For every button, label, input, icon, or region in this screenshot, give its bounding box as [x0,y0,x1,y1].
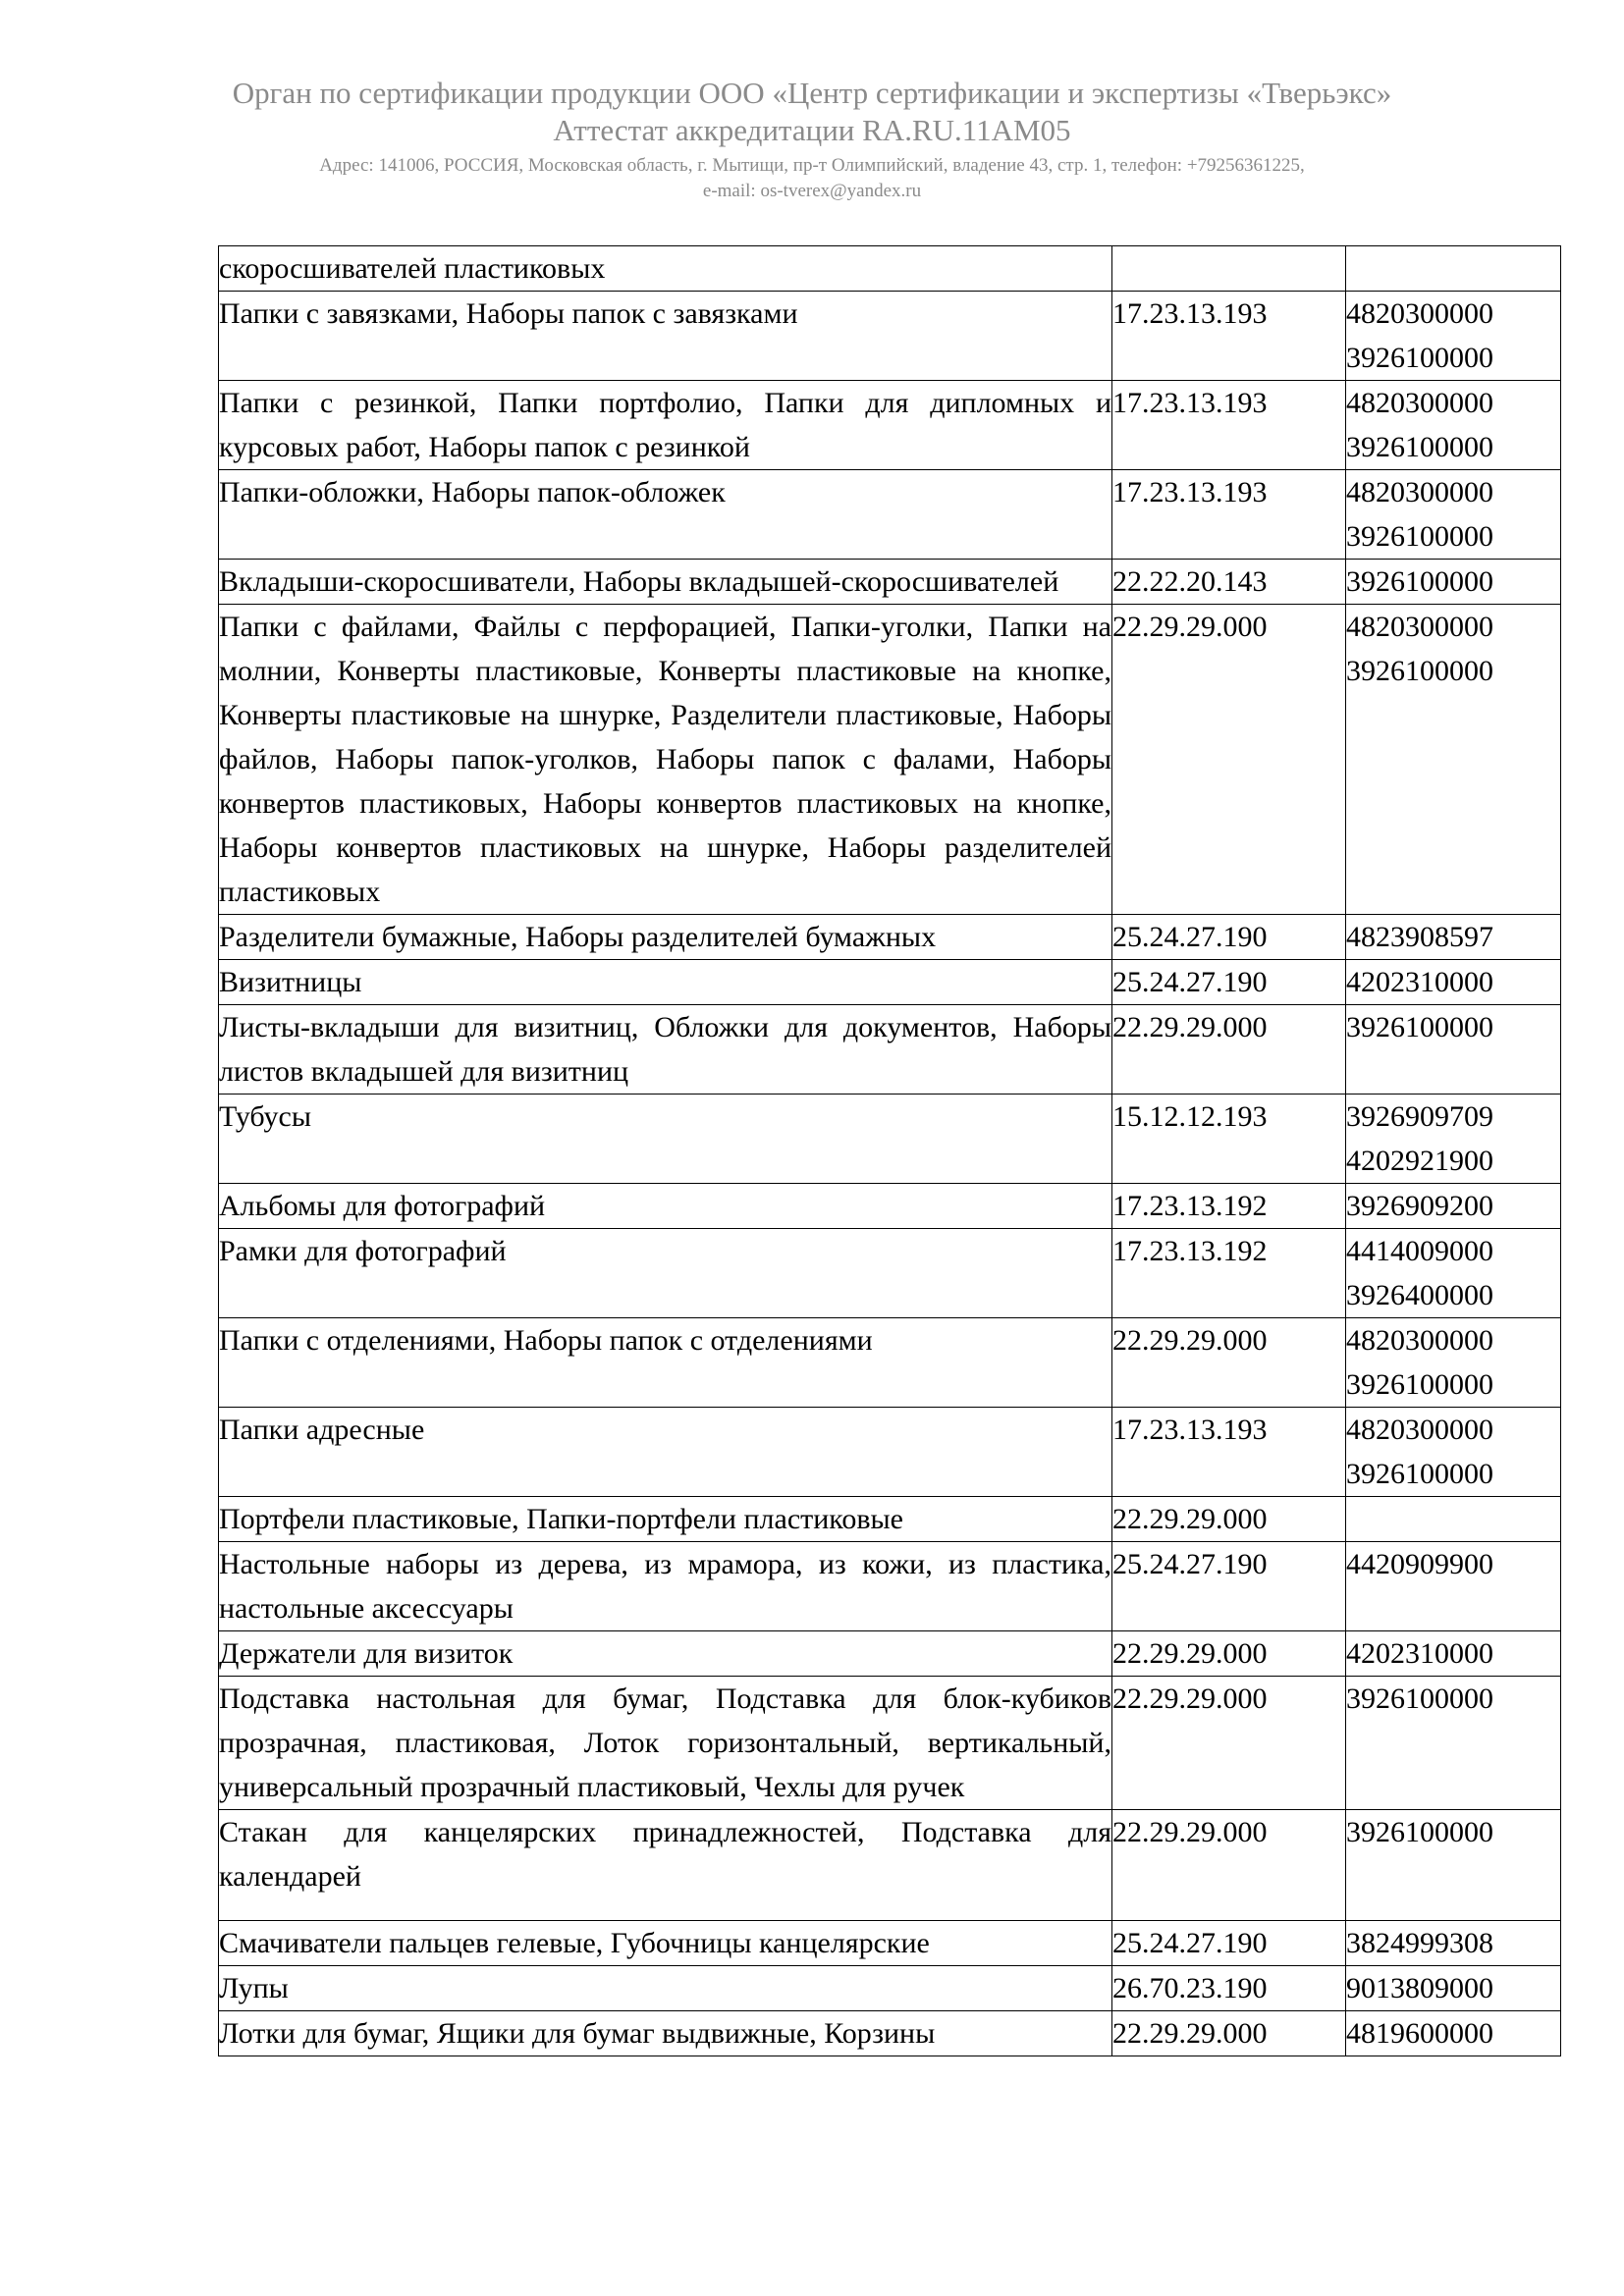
tnved-code-cell [1346,960,1561,1005]
table-row [219,915,1561,960]
table-row [219,1318,1561,1408]
product-name-cell: Папки с файлами, Файлы с перфорацией, Папки-уголки, Папки на молнии, Конверты пластиковые, Конверты пластиковые на кнопке, Конверты пластиковые на шнурке, Разделители пластиковые, Наборы файлов, Наборы папок-уголков, Наборы папок с фалами, Наборы конвертов пластиковых, Наборы конвертов пластиковых на кнопке, Наборы конвертов пластиковых на шнурке, Наборы разделителей пластиковых [219,605,1112,915]
tnved-code: 4202921900 [1346,1145,1493,1177]
accreditation-certificate: Аттестат аккредитации RA.RU.11АМ05 [553,113,1071,147]
product-name-cell: Лупы [219,1966,1112,2011]
tnved-code-cell [1346,915,1561,960]
tnved-code: 4820300000 [1346,611,1493,643]
document-header [0,75,1624,204]
okpd-code-cell: 17.23.13.193 [1112,470,1346,560]
tnved-code-cell [1346,1542,1561,1631]
tnved-code-cell [1346,560,1561,605]
product-name-cell: Рамки для фотографий [219,1229,1112,1318]
tnved-code: 3926100000 [1346,1368,1493,1401]
tnved-code: 4820300000 [1346,1414,1493,1446]
tnved-code: 3926909200 [1346,1190,1493,1222]
tnved-code: 3926100000 [1346,1011,1493,1043]
okpd-code-cell: 22.29.29.000 [1112,2011,1346,2056]
okpd-code-cell: 15.12.12.193 [1112,1095,1346,1184]
product-name-cell: Настольные наборы из дерева, из мрамора, из кожи, из пластика, настольные аксессуары [219,1542,1112,1631]
table-row [219,292,1561,381]
tnved-code: 3926100000 [1346,565,1493,598]
table-row [219,1810,1561,1921]
product-name-cell: Портфели пластиковые, Папки-портфели пластиковые [219,1497,1112,1542]
okpd-code-cell: 22.22.20.143 [1112,560,1346,605]
table-row [219,1408,1561,1497]
tnved-code: 3926100000 [1346,1682,1493,1715]
tnved-code: 3926400000 [1346,1279,1493,1311]
table-row [219,1095,1561,1184]
tnved-code: 4414009000 [1346,1235,1493,1267]
table-row [219,560,1561,605]
okpd-code-cell: 22.29.29.000 [1112,1677,1346,1810]
organization-name: Орган по сертификации продукции ООО «Центр сертификации и экспертизы «Тверьэкс» [232,76,1392,110]
table-row [219,381,1561,470]
tnved-code-cell [1346,605,1561,915]
okpd-code-cell: 17.23.13.192 [1112,1229,1346,1318]
okpd-code-cell: 22.29.29.000 [1112,1318,1346,1408]
okpd-code-cell: 22.29.29.000 [1112,1631,1346,1677]
okpd-code-cell: 17.23.13.192 [1112,1184,1346,1229]
product-name-cell: Стакан для канцелярских принадлежностей, Подставка для календарей [219,1810,1112,1921]
product-name-cell: Альбомы для фотографий [219,1184,1112,1229]
table-row [219,605,1561,915]
tnved-code: 3926100000 [1346,1458,1493,1490]
product-name-cell: Визитницы [219,960,1112,1005]
tnved-code: 3824999308 [1346,1927,1493,1959]
tnved-code-cell [1346,246,1561,292]
tnved-code-cell [1346,1184,1561,1229]
okpd-code-cell [1112,246,1346,292]
table-row [219,246,1561,292]
tnved-code-cell [1346,1095,1561,1184]
product-name-cell: Тубусы [219,1095,1112,1184]
product-name-cell: Папки-обложки, Наборы папок-обложек [219,470,1112,560]
table-row [219,1005,1561,1095]
tnved-code-cell [1346,2011,1561,2056]
product-name-cell: Папки адресные [219,1408,1112,1497]
tnved-code: 3926100000 [1346,1816,1493,1848]
product-table [218,245,1561,2056]
product-name-cell: скоросшивателей пластиковых [219,246,1112,292]
tnved-code-cell [1346,470,1561,560]
tnved-code-cell [1346,1631,1561,1677]
tnved-code-cell [1346,1921,1561,1966]
okpd-code-cell: 17.23.13.193 [1112,381,1346,470]
table-row [219,1497,1561,1542]
product-name-cell: Разделители бумажные, Наборы разделителей бумажных [219,915,1112,960]
table-row [219,1966,1561,2011]
tnved-code: 4820300000 [1346,476,1493,508]
tnved-code-cell [1346,1497,1561,1542]
tnved-code: 4820300000 [1346,297,1493,330]
product-name-cell: Папки с отделениями, Наборы папок с отделениями [219,1318,1112,1408]
product-name-cell: Держатели для визиток [219,1631,1112,1677]
okpd-code-cell: 22.29.29.000 [1112,1005,1346,1095]
organization-email: e-mail: os-tverex@yandex.ru [702,181,922,201]
okpd-code-cell: 25.24.27.190 [1112,1542,1346,1631]
table-row [219,1542,1561,1631]
tnved-code-cell [1346,1229,1561,1318]
okpd-code-cell: 22.29.29.000 [1112,605,1346,915]
okpd-code-cell: 25.24.27.190 [1112,915,1346,960]
tnved-code: 3926100000 [1346,431,1493,463]
product-name-cell: Смачиватели пальцев гелевые, Губочницы канцелярские [219,1921,1112,1966]
tnved-code: 3926100000 [1346,655,1493,687]
tnved-code-cell [1346,381,1561,470]
okpd-code-cell: 22.29.29.000 [1112,1497,1346,1542]
tnved-code: 4202310000 [1346,1637,1493,1670]
tnved-code-cell [1346,1966,1561,2011]
okpd-code-cell: 26.70.23.190 [1112,1966,1346,2011]
table-row [219,1677,1561,1810]
table-row [219,1229,1561,1318]
table-row [219,470,1561,560]
tnved-code-cell [1346,1318,1561,1408]
tnved-code: 4819600000 [1346,2017,1493,2050]
table-row [219,1631,1561,1677]
tnved-code: 3926100000 [1346,520,1493,553]
tnved-code: 3926909709 [1346,1100,1493,1133]
product-name-cell: Подставка настольная для бумаг, Подставка для блок-кубиков прозрачная, пластиковая, Лоток горизонтальный, вертикальный, универсальный прозрачный пластиковый, Чехлы для ручек [219,1677,1112,1810]
tnved-code-cell [1346,1810,1561,1921]
product-name-cell: Листы-вкладыши для визитниц, Обложки для документов, Наборы листов вкладышей для визитниц [219,1005,1112,1095]
tnved-code-cell [1346,1005,1561,1095]
product-name-cell: Лотки для бумаг, Ящики для бумаг выдвижные, Корзины [219,2011,1112,2056]
tnved-code-cell [1346,1677,1561,1810]
table-row [219,960,1561,1005]
okpd-code-cell: 17.23.13.193 [1112,1408,1346,1497]
table-row [219,2011,1561,2056]
tnved-code: 9013809000 [1346,1972,1493,2004]
product-name-cell: Папки с завязками, Наборы папок с завязками [219,292,1112,381]
tnved-code: 4202310000 [1346,966,1493,998]
tnved-code-cell [1346,292,1561,381]
product-name-cell: Папки с резинкой, Папки портфолио, Папки для дипломных и курсовых работ, Наборы папок с резинкой [219,381,1112,470]
tnved-code: 4820300000 [1346,1324,1493,1357]
tnved-code: 4820300000 [1346,387,1493,419]
okpd-code-cell: 25.24.27.190 [1112,1921,1346,1966]
table-row [219,1921,1561,1966]
organization-address: Адрес: 141006, РОССИЯ, Московская область, г. Мытищи, пр-т Олимпийский, владение 43, стр. 1, телефон: +79256361225, [319,155,1305,176]
tnved-code: 3926100000 [1346,342,1493,374]
okpd-code-cell: 25.24.27.190 [1112,960,1346,1005]
table-row [219,1184,1561,1229]
tnved-code: 4420909900 [1346,1548,1493,1580]
okpd-code-cell: 22.29.29.000 [1112,1810,1346,1921]
tnved-code-cell [1346,1408,1561,1497]
product-name-cell: Вкладыши-скоросшиватели, Наборы вкладышей-скоросшивателей [219,560,1112,605]
okpd-code-cell: 17.23.13.193 [1112,292,1346,381]
tnved-code: 4823908597 [1346,921,1493,953]
